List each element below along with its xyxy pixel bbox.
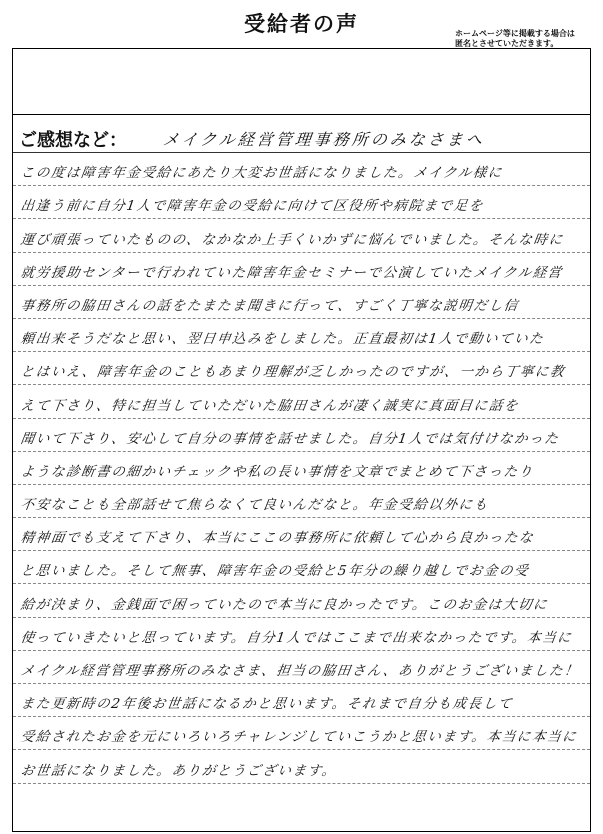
letter-line bbox=[13, 452, 590, 485]
letter-line bbox=[13, 319, 590, 352]
letter-line bbox=[13, 253, 590, 286]
letter-line-text: 使っていきたいと思っています。自分1人ではここまで出来なかったです。本当に bbox=[19, 629, 574, 646]
letter-line-text: 頼出来そうだなと思い、翌日申込みをしました。正直最初は1人で動いていた bbox=[19, 331, 546, 348]
letter-line bbox=[13, 518, 590, 551]
letter-line-text: と思いました。そして無事、障害年金の受給と5年分の繰り越しでお金の受 bbox=[19, 563, 531, 580]
letter-line-text: 精神面でも支えて下さり、本当にここの事務所に依頼して心から良かったな bbox=[19, 530, 536, 547]
letter-line bbox=[13, 286, 590, 319]
comments-heading-row bbox=[13, 122, 590, 153]
page-title: 受給者の声 bbox=[244, 12, 359, 36]
letter-line bbox=[13, 684, 590, 717]
letter-line bbox=[13, 385, 590, 418]
letter-line bbox=[13, 153, 590, 186]
letter-line-text: とはいえ、障害年金のこともあまり理解が乏しかったのですが、一から丁寧に教 bbox=[19, 364, 567, 381]
handwritten-letter bbox=[13, 153, 590, 784]
letter-line-text: また更新時の2年後お世話になるかと思います。それまで自分も成長して bbox=[19, 696, 515, 713]
letter-line bbox=[13, 618, 590, 651]
letter-line-text: メイクル経営管理事務所のみなさま、担当の脇田さん、ありがとうございました！ bbox=[19, 663, 581, 679]
letter-line bbox=[13, 219, 590, 252]
letter-line-text: 聞いて下さり、安心して自分の事情を話せました。自分1人では気付けなかった bbox=[19, 430, 561, 447]
letter-line-text: えて下さり、特に担当していただいた脇田さんが凄く誠実に真面目に話を bbox=[19, 397, 521, 414]
letter-line-text: お世話になりました。ありがとうございます。 bbox=[19, 762, 338, 779]
letter-line bbox=[13, 186, 590, 219]
letter-line bbox=[13, 750, 590, 783]
letter-line bbox=[13, 485, 590, 518]
letter-line bbox=[13, 352, 590, 385]
letter-line-text: 給が決まり、金銭面で困っていたので本当に良かったです。このお金は大切に bbox=[19, 596, 550, 613]
name-box bbox=[13, 49, 590, 115]
letter-line-text: 事務所の脇田さんの話をたまたま聞きに行って、すごく丁寧な説明だし信 bbox=[19, 297, 520, 314]
addressee-handwritten: メイクル経営管理事務所のみなさまへ bbox=[161, 130, 486, 149]
letter-line-text: 受給されたお金を元にいろいろチャレンジしていこうかと思います。本当に本当に bbox=[19, 729, 579, 746]
letter-line bbox=[13, 717, 590, 750]
comments-label: ご感想など： bbox=[19, 130, 127, 151]
anonymity-notice bbox=[455, 29, 600, 49]
notice-line-2: 匿名とさせていただきます。 bbox=[455, 39, 559, 48]
letter-line-text: この度は障害年金受給にあたり大変お世話になりました。メイクル様に bbox=[19, 165, 505, 182]
letter-line bbox=[13, 419, 590, 452]
letter-line-text: 運び頑張っていたものの、なかなか上手くいかずに悩んでいました。そんな時に bbox=[19, 231, 565, 248]
letter-line-text: 就労援助センターで行われていた障害年金セミナーで公演していたメイクル経営 bbox=[19, 264, 564, 281]
letter-line-text: 不安なことも全部話せて焦らなくて良いんだなと。年金受給以外にも bbox=[19, 497, 490, 514]
letter-line-text: ような診断書の細かいチェックや私の長い事情を文章でまとめて下さったり bbox=[19, 463, 535, 480]
letter-line-text: 出逢う前に自分1人で障害年金の受給に向けて区役所や病院まで足を bbox=[19, 198, 486, 215]
testimonial-form bbox=[12, 48, 591, 832]
letter-line bbox=[13, 651, 590, 684]
notice-line-1: ホームページ等に掲載する場合は bbox=[455, 29, 575, 38]
letter-line bbox=[13, 551, 590, 584]
letter-line bbox=[13, 584, 590, 617]
